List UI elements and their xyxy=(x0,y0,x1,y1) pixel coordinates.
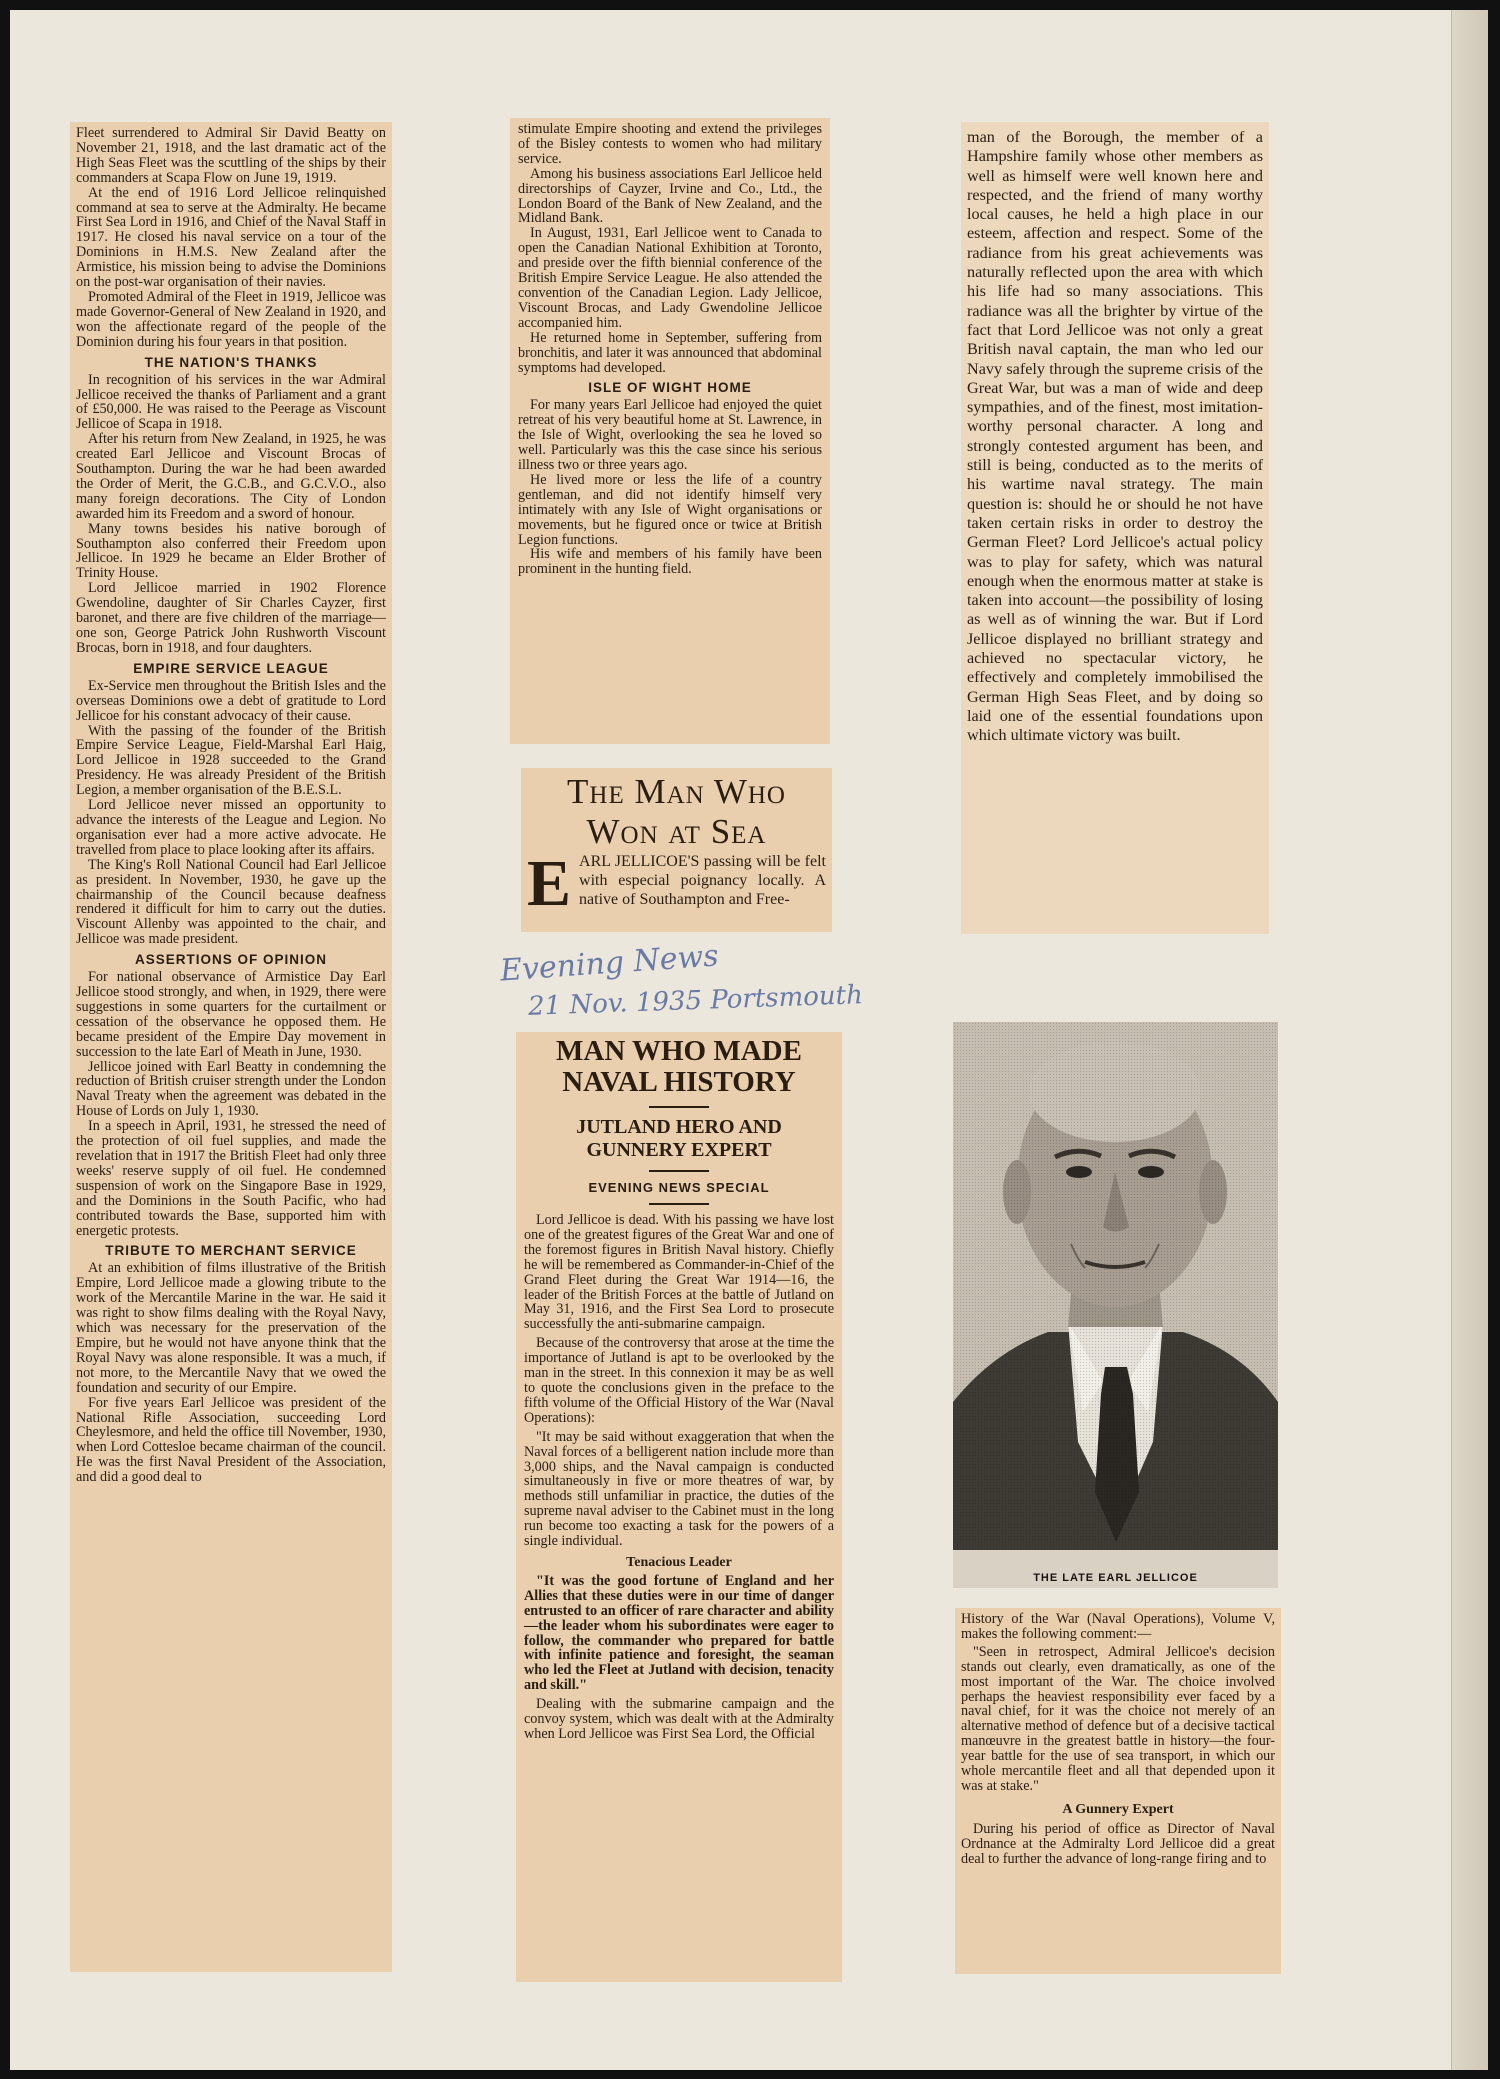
paragraph: During his period of office as Director of Naval Ordnance at the Admiralty Lord Jellicoe did a great deal to further the advance of long-range firing and to xyxy=(961,1820,1275,1867)
scrapbook-page xyxy=(10,10,1488,2070)
clipping-column-4 xyxy=(955,1608,1281,1974)
paragraph: stimulate Empire shooting and extend the privileges of the Bisley contests to women who had military service. xyxy=(518,121,822,167)
page-edge xyxy=(1451,10,1488,2070)
section-heading: ISLE OF WIGHT HOME xyxy=(588,380,752,396)
paragraph: Lord Jellicoe is dead. With his passing we have lost one of the greatest figures of the Great War and one of the foremost figures in British Naval history. Chiefly he will be remembered as Commander-in-Chief of the Grand Fleet during the Great War 1914—16, the leader of the British Forces at the battle of Jutland on May 31, 1916, and the First Sea Lord to prosecute successfully the anti-submarine campaign. xyxy=(524,1212,834,1333)
paragraph: Lord Jellicoe never missed an opportunity to advance the interests of the League and Legion. No organisation ever had a more active advocate. He travelled from place to place looking after its affairs. xyxy=(76,797,386,858)
paragraph: Promoted Admiral of the Fleet in 1919, Jellicoe was made Governor-General of New Zealand in 1920, and won the affectionate regard of the people of the Dominion during his four years in that position. xyxy=(76,288,386,350)
subheadline: JUTLAND HERO AND GUNNERY EXPERT xyxy=(576,1116,782,1161)
drop-cap: E xyxy=(527,847,572,920)
section-heading: THE NATION'S THANKS xyxy=(144,354,318,370)
paragraph: Because of the controversy that arose at the time the importance of Jutland is apt to be overlooked by the man in the street. In this connexion it may be as well to quote the conclusions given in the preface to the fifth volume of the Official History of the War (Naval Operations): xyxy=(524,1335,834,1426)
lead-paragraph: ARL JELLICOE'S passing will be felt with especial poignancy locally. A native of Southampton and Free- xyxy=(579,853,826,908)
paragraph: After his return from New Zealand, in 1925, he was created Earl Jellicoe and Viscount Brocas of Southampton. During the war he had been awarded the Order of Merit, the G.C.B., and G.C.V.O., also many foreign decorations. The City of London awarded him its Freedom and a sword of honour. xyxy=(76,431,386,522)
handwritten-source: Evening News xyxy=(499,938,720,989)
byline: EVENING NEWS SPECIAL xyxy=(588,1180,770,1195)
paragraph: He lived more or less the life of a country gentleman, and did not identify himself very intimately with any Isle of Wight organisations or movements, but he figured once or twice at British Legion functions. xyxy=(518,471,822,548)
paragraph: Among his business associations Earl Jellicoe held directorships of Cayzer, Irvine and Co., Ltd., the London Board of the Bank of New Zealand, and the Midland Bank. xyxy=(518,165,822,227)
paragraph: "It may be said without exaggeration that when the Naval forces of a belligerent nation include more than 3,000 ships, and the Naval campaign is conducted simultaneously in five or more theatres of war, by methods still unfamiliar in practice, the duties of the supreme naval adviser to the Cabinet must in the long run become too exacting a task for the powers of a single individual. xyxy=(524,1428,834,1550)
photo-caption: THE LATE EARL JELLICOE xyxy=(1033,1572,1198,1584)
paragraph: At an exhibition of films illustrative of the British Empire, Lord Jellicoe made a glowing tribute to the work of the Mercantile Marine in the war. He said it was right to show films dealing with the Royal Navy, which was necessary for the preservation of the Empire, but he would not have anyone think that the Royal Navy was alone responsible. It was a much, if not more, to the Mercantile Navy that we owed the foundation and security of our Empire. xyxy=(76,1260,386,1396)
clipping-column-3 xyxy=(961,122,1269,934)
paragraph: For national observance of Armistice Day Earl Jellicoe stood strongly, and when, in 1929, there were suggestions in some quarters for the curtailment or cessation of the observance he opposed them. He became president of the Empire Day movement in succession to the late Earl of Meath in June, 1930. xyxy=(76,969,386,1060)
paragraph: Lord Jellicoe married in 1902 Florence Gwendoline, daughter of Sir Charles Cayzer, first baronet, and there are five children of the marriage—one son, George Patrick John Rushworth Viscount Brocas, born in 1918, and four daughters. xyxy=(76,580,386,656)
paragraph: Dealing with the submarine campaign and the convoy system, which was dealt with at the Admiralty when Lord Jellicoe was First Sea Lord, the Official xyxy=(524,1696,834,1742)
paragraph: With the passing of the founder of the British Empire Service League, Field-Marshal Earl Haig, Lord Jellicoe in 1928 succeeded to the Grand Presidency. He was already President of the British Legion, a member organisation of the B.E.S.L. xyxy=(76,722,386,799)
headline-line-2: Won at Sea xyxy=(586,812,767,851)
paragraph: For many years Earl Jellicoe had enjoyed the quiet retreat of his very beautiful home at St. Lawrence, in the Isle of Wight, overlooking the sea he loved so well. Particularly was this the case since his serious illness two or three years ago. xyxy=(518,397,822,474)
divider xyxy=(649,1106,709,1108)
paragraph: He returned home in September, suffering from bronchitis, and later it was announced that abdominal symptoms had developed. xyxy=(518,329,822,376)
paragraph: In recognition of his services in the war Admiral Jellicoe received the thanks of Parliament and a grant of £50,000. He was raised to the Peerage as Viscount Jellicoe of Scapa in 1918. xyxy=(76,371,386,433)
paragraph: Jellicoe joined with Earl Beatty in condemning the reduction of British cruiser strength under the London Naval Treaty when the agreement was debated in the House of Lords on July 1, 1930. xyxy=(76,1058,386,1120)
headline: MAN WHO MADE NAVAL HISTORY xyxy=(556,1035,802,1098)
clipping-column-2 xyxy=(510,118,830,744)
paragraph: "Seen in retrospect, Admiral Jellicoe's decision stands out clearly, even dramatically, as one of the most important of the War. The choice involved perhaps the heaviest responsibility ever faced by a naval chief, for it was the choice not merely of an alternative method of defence but of a decisive tactical manœuvre in the greatest battle in history—the four-year battle for the use of sea transport, in which our whole mercantile fleet and all that depended upon it was at stake." xyxy=(961,1643,1275,1794)
section-heading: A Gunnery Expert xyxy=(1062,1801,1174,1817)
editorial-text: man of the Borough, the member of a Hampshire family whose other members as well as himself were well known here and respected, and the friend of many worthy local causes, he held a high place in our esteem, affection and respect. Some of the radiance from his great achievements was naturally reflected upon the area with which his life had so many associations. This radiance was all the brighter by virtue of the fact that Lord Jellicoe was not only a great British naval captain, the man who led our Navy safely through the supreme crisis of the Great War, but was a man of wide and deep sympathies, and of the finest, most imitation-worthy personal character. A long and strongly contested argument has been, and still is being, conducted as to the merits of his wartime naval strategy. The main question is: should he or should he not have taken certain risks in order to destroy the German Fleet? Lord Jellicoe's actual policy was to play for safety, which was natural enough when the enormous matter at stake is taken into account—the possibility of losing as well as of winning the war. But if Lord Jellicoe displayed no brilliant strategy and achieved no spectacular victory, he effectively and completely immobilised the German High Seas Fleet, and by doing so laid one of the essential foundations upon which ultimate victory was built. xyxy=(967,128,1263,745)
headline-line-1: The Man Who xyxy=(567,772,786,811)
paragraph: In a speech in April, 1931, he stressed the need of the protection of oil fuel supplies, and made the revelation that in 1917 the British Fleet had only three weeks' reserve supply of oil fuel. He condemned suspension of work on the Singapore Base in 1929, and the Dominions in the South Pacific, who had contributed towards the Base, supported him with energetic protests. xyxy=(76,1118,386,1239)
paragraph: At the end of 1916 Lord Jellicoe relinquished command at sea to serve at the Admiralty. He became First Sea Lord in 1916, and Chief of the Naval Staff in 1917. He closed his naval service on a tour of the Dominions in H.M.S. New Zealand after the Armistice, his mission being to advise the Dominions on the post-war organisation of their navies. xyxy=(76,184,386,291)
section-heading: EMPIRE SERVICE LEAGUE xyxy=(133,660,329,676)
paragraph: Ex-Service men throughout the British Isles and the overseas Dominions owe a debt of gratitude to Lord Jellicoe for his constant advocacy of their cause. xyxy=(76,677,386,724)
paragraph: In August, 1931, Earl Jellicoe went to Canada to open the Canadian National Exhibition at Toronto, and preside over the fifth biennial conference of the British Empire Service League. He also attended the convention of the Canadian Legion. Lady Jellicoe, Viscount Brocas, and Lady Gwendoline Jellicoe accompanied him. xyxy=(518,225,822,331)
section-heading: TRIBUTE TO MERCHANT SERVICE xyxy=(105,1243,357,1259)
section-heading: ASSERTIONS OF OPINION xyxy=(134,952,328,968)
handwritten-date: 21 Nov. 1935 Portsmouth xyxy=(527,980,864,1022)
paragraph: His wife and members of his family have been prominent in the hunting field. xyxy=(518,546,822,578)
divider xyxy=(649,1203,709,1205)
paragraph: Fleet surrendered to Admiral Sir David Beatty on November 21, 1918, and the last dramatic act of the High Seas Fleet was the scuttling of the ships by their commanders at Scapa Flow on June 19, 1919. xyxy=(76,125,386,186)
paragraph: For five years Earl Jellicoe was president of the National Rifle Association, succeeding Lord Cheylesmore, and held the office till November, 1930, when Lord Cottesloe became chairman of the council. He was the first Naval President of the Association, and did a good deal to xyxy=(76,1394,386,1486)
portrait-photo xyxy=(953,1022,1278,1588)
paragraph: The King's Roll National Council had Earl Jellicoe as president. In November, 1930, he gave up the chairmanship of the Council because deafness rendered it difficult for him to carry out the duties. Viscount Allenby was appointed to the chair, and Jellicoe was made president. xyxy=(76,856,386,948)
divider xyxy=(649,1170,709,1172)
naval-history-clipping xyxy=(516,1032,842,1982)
section-heading: Tenacious Leader xyxy=(626,1554,732,1570)
paragraph: "It was the good fortune of England and her Allies that these duties were in our time of danger entrusted to an officer of rare character and ability—the leader whom his subordinates were eager to follow, the commander who prepared for battle with infinite patience and foresight, the seaman who led the Fleet at Jutland with decision, tenacity and skill." xyxy=(524,1572,834,1694)
man-who-won-clipping xyxy=(521,768,832,932)
clipping-column-1 xyxy=(70,122,392,1972)
portrait-image xyxy=(953,1022,1278,1588)
paragraph: Many towns besides his native borough of Southampton also conferred their Freedom upon Jellicoe. In 1929 he became an Elder Brother of Trinity House. xyxy=(76,520,386,582)
paragraph: History of the War (Naval Operations), Volume V, makes the following comment:— xyxy=(961,1611,1275,1642)
